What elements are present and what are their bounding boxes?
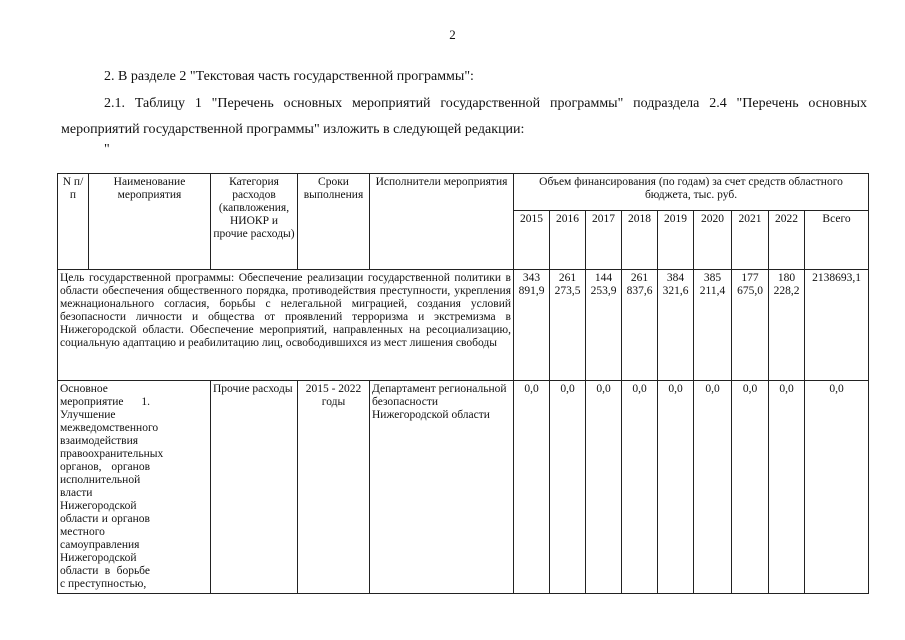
year-2015: 2015 [514,211,550,270]
year-2018: 2018 [622,211,658,270]
main-value-2017: 0,0 [586,381,622,594]
header-name: Наименование мероприятия [89,174,211,270]
main-value-2021: 0,0 [732,381,769,594]
goal-value-2017: 144 253,9 [586,270,622,381]
goal-value-total: 2138693,1 [805,270,869,381]
year-2022: 2022 [769,211,805,270]
goal-value-2021: 177 675,0 [732,270,769,381]
header-num: N п/п [58,174,89,270]
main-value-2015: 0,0 [514,381,550,594]
year-2017: 2017 [586,211,622,270]
year-2019: 2019 [658,211,694,270]
page-number: 2 [449,27,456,42]
main-measure-name: Основное мероприятие 1. Улучшение межведомственного взаимодействия правоохранительных органов, органов исполнительной власти Нижегородской области и органов местного самоуправления Нижегородской области в борьбе с преступностью, [58,381,211,594]
goal-value-2016: 261 273,5 [550,270,586,381]
main-measure-row [58,381,869,594]
goal-value-2020: 385 211,4 [694,270,732,381]
header-financing: Объем финансирования (по годам) за счет средств областного бюджета, тыс. руб. [514,174,869,211]
header-row [58,174,869,211]
goal-value-2018: 261 837,6 [622,270,658,381]
main-value-2019: 0,0 [658,381,694,594]
year-2021: 2021 [732,211,769,270]
main-measure-category: Прочие расходы [211,381,298,594]
header-terms: Сроки выполнения [298,174,370,270]
header-category: Категория расходов (капвложения, НИОКР и прочие расходы) [211,174,298,270]
goal-row [58,270,869,381]
year-2020: 2020 [694,211,732,270]
opening-quote: " [104,142,110,157]
main-value-2022: 0,0 [769,381,805,594]
year-total: Всего [805,211,869,270]
year-2016: 2016 [550,211,586,270]
main-value-2020: 0,0 [694,381,732,594]
goal-text: Цель государственной программы: Обеспечение реализации государственной политики в области обеспечения общественного порядка, противодействия преступности, укрепления межнационального согласия, борьбы с нелегальной миграцией, создания условий безопасности личности и общества от проявлений терроризма и экстремизма в Нижегородской области. Обеспечение мероприятий, направленных на ресоциализацию, социальную адаптацию и реабилитацию лиц, освободившихся из мест лишения свободы [58,270,514,381]
main-value-2018: 0,0 [622,381,658,594]
main-measure-terms: 2015 - 2022 годы [298,381,370,594]
header-executors: Исполнители мероприятия [370,174,514,270]
main-value-total: 0,0 [805,381,869,594]
measures-table [57,173,869,594]
goal-value-2019: 384 321,6 [658,270,694,381]
goal-value-2022: 180 228,2 [769,270,805,381]
paragraph-section-2: 2. В разделе 2 "Текстовая часть государственной программы": [104,69,474,84]
goal-value-2015: 343 891,9 [514,270,550,381]
paragraph-table-1-line2: мероприятий государственной программы" изложить в следующей редакции: [61,122,525,137]
paragraph-table-1-line1: 2.1. Таблицу 1 "Перечень основных мероприятий государственной программы" подраздела 2.4 "Перечень основных [104,96,867,111]
main-value-2016: 0,0 [550,381,586,594]
main-measure-executors: Департамент региональной безопасности Нижегородской области [370,381,514,594]
